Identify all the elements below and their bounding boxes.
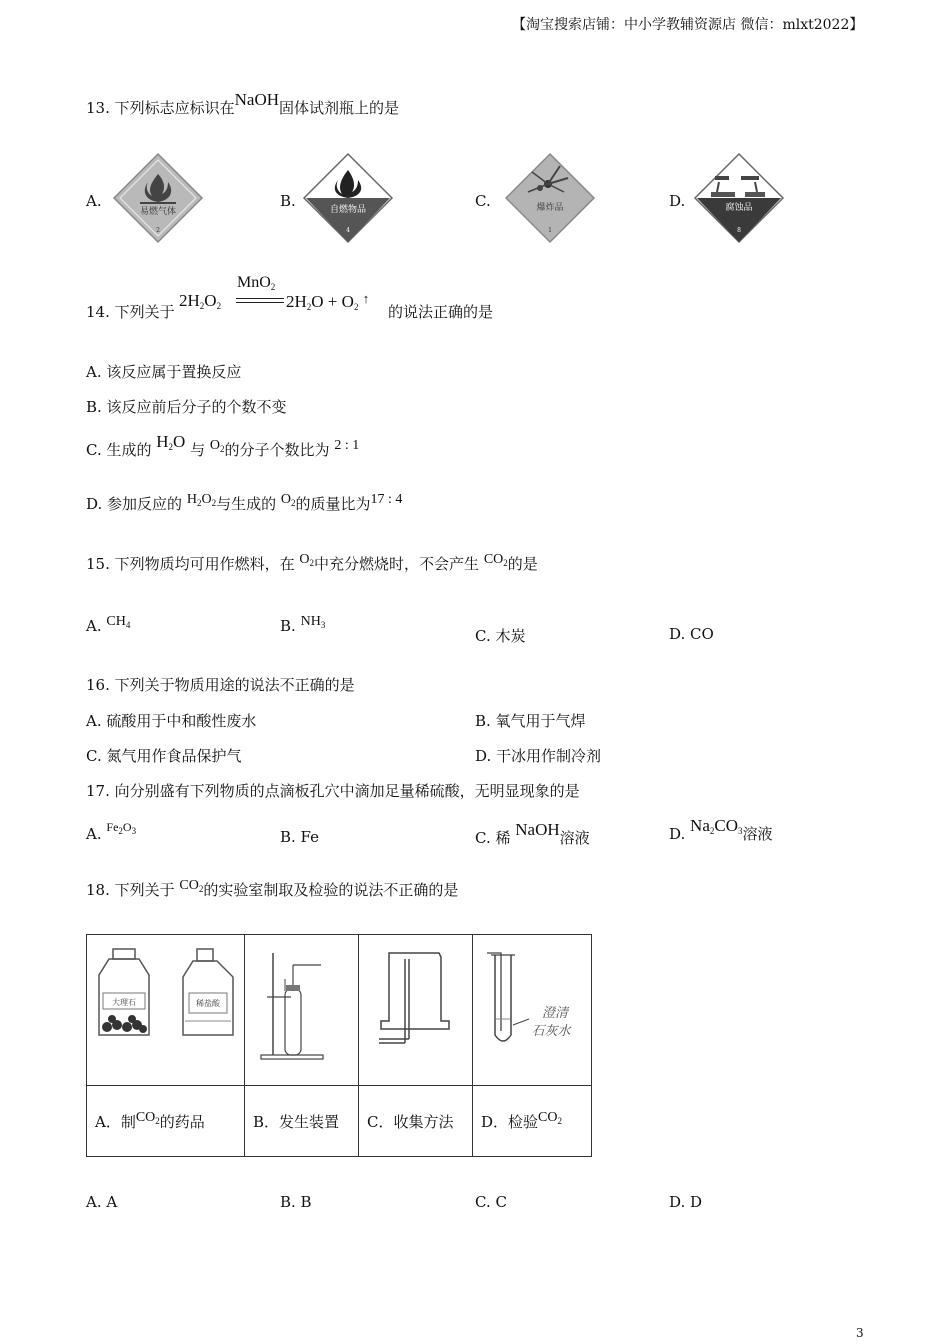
question-18-stem: 18. 下列关于 $CO_2$的实验室制取及检验的说法不正确的是: [86, 878, 459, 899]
page-number: 3: [856, 1326, 864, 1340]
explosive-sign: [504, 152, 596, 244]
q18-option-d[interactable]: D. D: [669, 1193, 703, 1211]
sign-label: 自燃物品: [329, 205, 367, 215]
q15-option-a[interactable]: A. $CH_4$: [86, 614, 131, 635]
q18-option-c[interactable]: C. C: [475, 1193, 507, 1211]
q17-option-d[interactable]: D. $Na_2CO_3$溶液: [669, 816, 773, 843]
q14-option-c[interactable]: C. 生成的 $H_2O$ 与 $O_2$的分子个数比为 2 : 1: [86, 432, 360, 459]
question-16-stem: 16. 下列关于物质用途的说法不正确的是: [86, 676, 355, 694]
question-17-stem: 17. 向分别盛有下列物质的点滴板孔穴中滴加足量稀硫酸，无明显现象的是: [86, 782, 580, 800]
sign-number: 4: [346, 227, 350, 234]
sign-label: 爆炸品: [536, 203, 564, 213]
cell-c-label: C．收集方法: [359, 1086, 473, 1157]
q17-option-c[interactable]: C. 稀 NaOH溶液: [475, 820, 590, 847]
gas-arrow-icon: ↑: [362, 291, 370, 306]
sign-label: 易燃气体: [139, 207, 177, 217]
generator-apparatus-image: [245, 935, 358, 1081]
q16-option-c[interactable]: C. 氮气用作食品保护气: [86, 747, 242, 765]
sign-number: 2: [156, 227, 160, 234]
reaction-equation-left: $2H_2O_2$: [179, 291, 222, 311]
q17-option-b[interactable]: B. Fe: [280, 828, 320, 846]
test-tube-image: [473, 935, 591, 1081]
collection-method-cell: [359, 935, 473, 1086]
q13-option-b-label[interactable]: B.: [280, 192, 296, 210]
q18-option-a[interactable]: A. A: [86, 1193, 118, 1211]
bottle-label-acid: 稀盐酸: [196, 999, 220, 1008]
spontaneous-combustion-sign: [302, 152, 394, 244]
q18-option-b[interactable]: B. B: [280, 1193, 312, 1211]
q14-option-b[interactable]: B. 该反应前后分子的个数不变: [86, 398, 287, 416]
question-15-stem: 15. 下列物质均可用作燃料，在 $O_2$中充分燃烧时，不会产生 $CO_2$的是: [86, 552, 538, 573]
cell-d-label: D．检验$CO_2$: [473, 1086, 592, 1157]
q14-option-a[interactable]: A. 该反应属于置换反应: [86, 363, 242, 381]
flammable-gas-sign: [112, 152, 204, 244]
catalyst-label: MnO$_2$: [237, 274, 276, 292]
q15-option-d[interactable]: D. CO: [669, 625, 714, 643]
experiment-table: [86, 934, 592, 1157]
sign-number: 1: [548, 227, 552, 234]
q16-option-d[interactable]: D. 干冰用作制冷剂: [475, 747, 602, 765]
generator-apparatus-cell: [245, 935, 359, 1086]
reagent-bottles-image: [87, 935, 244, 1081]
question-13-stem: 13. 下列标志应标识在NaOH固体试剂瓶上的是: [86, 90, 400, 117]
equals-sign: [236, 298, 284, 303]
cell-b-label: B．发生装置: [245, 1086, 359, 1157]
cell-a-label: A．制$CO_2$的药品: [87, 1086, 245, 1157]
page-header: 【淘宝搜索店铺：中小学教辅资源店 微信：mlxt2022】: [512, 17, 864, 33]
limewater-label-line2: 石灰水: [531, 1024, 571, 1039]
corrosive-sign: [693, 152, 785, 244]
q17-option-a[interactable]: A. $^{Fe_2O_3}$: [86, 820, 137, 843]
q14-option-d[interactable]: D. 参加反应的 $H_2O_2$与生成的 $O_2$的质量比为17 : 4: [86, 492, 403, 513]
naoh-formula: NaOH: [234, 90, 280, 109]
collection-method-image: [359, 935, 472, 1081]
reagent-bottles-cell: [87, 935, 245, 1086]
test-tube-cell: [473, 935, 592, 1086]
q13-option-c-label[interactable]: C.: [475, 192, 491, 210]
sign-label: 腐蚀品: [725, 203, 753, 213]
q16-option-a[interactable]: A. 硫酸用于中和酸性废水: [86, 712, 257, 730]
q15-option-b[interactable]: B. $NH_3$: [280, 614, 326, 635]
q15-option-c[interactable]: C. 木炭: [475, 627, 526, 645]
reaction-equation-right: $2H_2O + O_2$ ↑: [286, 291, 370, 312]
q13-option-a-label[interactable]: A.: [86, 192, 102, 210]
q16-option-b[interactable]: B. 氧气用于气焊: [475, 712, 586, 730]
sign-number: 8: [737, 227, 741, 234]
limewater-label-line1: 澄清: [541, 1006, 569, 1021]
q13-option-d-label[interactable]: D.: [669, 192, 686, 210]
bottle-label-marble: 大理石: [112, 998, 136, 1007]
